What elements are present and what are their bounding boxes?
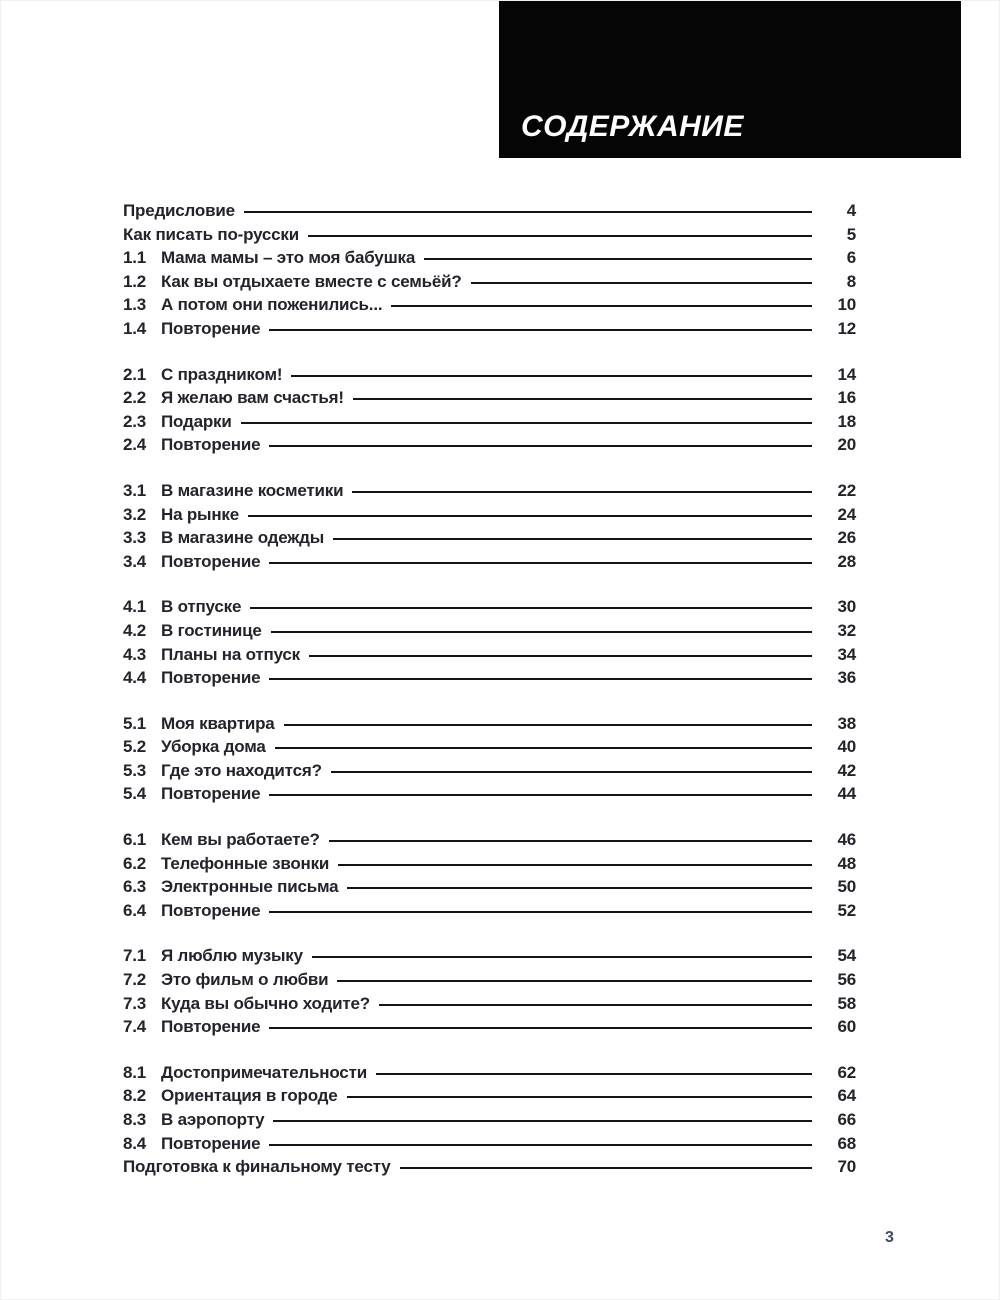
toc-entry-number: 7.2 [123,970,147,990]
toc-group [123,201,856,343]
toc-entry-page: 36 [837,668,856,688]
toc-entry-number: 1.2 [123,271,147,291]
footer-page-number: 3 [885,1229,894,1246]
toc-entry [123,597,856,621]
toc-leader-line [379,1004,812,1006]
toc-entry-page: 28 [837,551,856,571]
toc-entry [123,714,856,738]
toc-entry-page: 58 [837,993,856,1013]
toc-entry-number: 8.2 [123,1086,147,1106]
toc-entry [123,668,856,692]
toc-entry-number: 6.4 [123,900,147,920]
toc-leader-line [269,329,812,331]
toc-entry-title: Предисловие [123,201,235,220]
toc-entry-page: 5 [846,224,856,244]
toc-entry-title: Кем вы работаете? [161,830,320,850]
toc-entry-title: Где это находится? [161,760,322,780]
toc-entry-title: Повторение [161,435,261,455]
toc-leader-line [309,655,812,657]
toc-entry [123,1110,856,1134]
toc-leader-line [391,305,812,307]
toc-entry-title: Моя квартира [161,713,275,733]
toc-entry [123,761,856,785]
toc-entry [123,645,856,669]
toc-entry-number: 8.3 [123,1110,147,1129]
toc-entry-number: 5.2 [123,737,147,757]
toc-entry [123,877,856,901]
toc-entry-page: 32 [837,620,856,640]
toc-entry [123,1086,856,1110]
toc-entry-number: 2.4 [123,435,147,455]
toc-entry [123,365,856,389]
toc-entry-number: 4.1 [123,597,147,617]
toc-entry-number: 1.1 [123,248,147,268]
toc-entry [123,1157,856,1181]
toc-leader-line [269,911,812,913]
toc-entry [123,946,856,970]
toc-entry [123,505,856,529]
toc-entry-page: 10 [837,295,856,315]
toc-leader-line [269,794,812,796]
toc-entry-page: 68 [837,1133,856,1153]
toc-entry-title: Повторение [161,1017,261,1037]
toc-entry-title: Электронные письма [161,877,339,897]
toc-entry-title: Уборка дома [161,737,266,757]
toc-entry-title: Повторение [161,1133,261,1153]
toc-leader-line [241,422,812,424]
toc-entry [123,737,856,761]
toc-entry [123,248,856,272]
toc-entry [123,412,856,436]
toc-entry-number: 5.3 [123,760,147,780]
table-of-contents [123,201,856,1181]
toc-entry-page: 50 [837,877,856,897]
toc-leader-line [347,887,812,889]
toc-entry [123,388,856,412]
toc-entry-number: 6.1 [123,830,147,850]
toc-leader-line [271,631,812,633]
toc-leader-line [329,840,812,842]
toc-entry-number: 4.3 [123,644,147,664]
toc-entry-number: 3.4 [123,551,147,571]
toc-entry-title: В гостинице [161,620,262,640]
toc-entry-title: В аэропорту [161,1110,265,1129]
toc-leader-line [471,282,812,284]
toc-leader-line [269,678,812,680]
toc-entry-page: 6 [846,248,856,268]
toc-entry-title: В магазине косметики [161,480,344,500]
toc-group [123,830,856,924]
toc-entry-title: Это фильм о любви [161,970,329,990]
toc-entry-number: 2.2 [123,388,147,408]
toc-entry-page: 40 [837,737,856,757]
toc-entry-title: А потом они поженились... [161,295,383,315]
toc-leader-line [424,258,812,260]
toc-entry-title: В магазине одежды [161,528,325,548]
toc-entry-page: 48 [837,853,856,873]
toc-entry-page: 44 [837,784,856,804]
toc-entry-page: 70 [837,1157,856,1177]
toc-leader-line [308,235,812,237]
toc-leader-line [376,1073,812,1075]
toc-entry [123,901,856,925]
toc-entry [123,435,856,459]
toc-entry-number: 2.1 [123,364,147,384]
toc-entry [123,1017,856,1041]
toc-entry-page: 4 [846,201,856,220]
toc-entry [123,272,856,296]
toc-group [123,481,856,575]
toc-entry-page: 64 [837,1086,856,1106]
toc-entry [123,528,856,552]
toc-leader-line [353,398,812,400]
toc-entry-title: Куда вы обычно ходите? [161,993,370,1013]
toc-leader-line [273,1120,812,1122]
toc-entry [123,970,856,994]
toc-entry-title: Подарки [161,411,232,431]
toc-entry-page: 18 [837,411,856,431]
toc-entry-number: 1.4 [123,318,147,338]
toc-entry-page: 66 [837,1110,856,1129]
toc-entry-title: Повторение [161,318,261,338]
toc-entry-page: 12 [837,318,856,338]
toc-entry-number: 2.3 [123,411,147,431]
page-title: СОДЕРЖАНИЕ [521,110,744,143]
toc-entry-number: 5.4 [123,784,147,804]
toc-entry [123,552,856,576]
toc-leader-line [338,864,812,866]
toc-entry-page: 16 [837,388,856,408]
toc-entry-title: Планы на отпуск [161,644,300,664]
toc-entry-page: 56 [837,970,856,990]
toc-entry-number: 5.1 [123,713,147,733]
header-banner [499,1,961,158]
toc-leader-line [284,724,812,726]
toc-leader-line [250,607,812,609]
toc-entry-number: 4.2 [123,620,147,640]
toc-entry [123,225,856,249]
toc-entry-title: С праздником! [161,364,283,384]
toc-entry-title: Подготовка к финальному тесту [123,1157,391,1177]
toc-entry [123,1063,856,1087]
toc-entry-title: Как вы отдыхаете вместе с семьёй? [161,271,462,291]
toc-entry-page: 24 [837,504,856,524]
toc-leader-line [337,980,812,982]
toc-entry [123,1134,856,1158]
toc-leader-line [244,211,812,213]
toc-entry-title: Повторение [161,900,261,920]
toc-entry [123,201,856,225]
toc-entry-page: 26 [837,528,856,548]
toc-entry-number: 3.2 [123,504,147,524]
toc-leader-line [269,562,812,564]
toc-leader-line [333,538,812,540]
toc-entry [123,994,856,1018]
toc-leader-line [269,1027,812,1029]
toc-entry [123,621,856,645]
toc-entry [123,295,856,319]
toc-entry [123,784,856,808]
toc-entry-title: Достопримечательности [161,1062,367,1082]
toc-entry-number: 8.4 [123,1133,147,1153]
toc-entry-number: 4.4 [123,668,147,688]
toc-group [123,365,856,459]
toc-group [123,714,856,808]
toc-leader-line [347,1096,812,1098]
toc-entry-title: Телефонные звонки [161,853,330,873]
toc-leader-line [248,515,812,517]
toc-entry-title: Как писать по-русски [123,224,299,244]
toc-entry-page: 52 [837,900,856,920]
toc-entry-title: Я желаю вам счастья! [161,388,344,408]
toc-entry-title: В отпуске [161,597,242,617]
toc-entry-page: 62 [837,1062,856,1082]
toc-entry-number: 7.4 [123,1017,147,1037]
toc-group [123,597,856,691]
toc-entry-page: 14 [837,364,856,384]
toc-group [123,1063,856,1181]
toc-group [123,946,856,1040]
toc-entry-title: Повторение [161,668,261,688]
toc-leader-line [291,375,812,377]
toc-entry-number: 6.2 [123,853,147,873]
toc-entry-title: Мама мамы – это моя бабушка [161,248,416,268]
toc-entry [123,830,856,854]
toc-entry-title: Повторение [161,551,261,571]
toc-entry-page: 60 [837,1017,856,1037]
toc-entry-page: 42 [837,760,856,780]
toc-entry-number: 1.3 [123,295,147,315]
toc-entry [123,319,856,343]
toc-entry-title: На рынке [161,504,239,524]
toc-entry-number: 7.1 [123,946,147,966]
toc-leader-line [275,747,812,749]
toc-entry-page: 38 [837,713,856,733]
toc-leader-line [269,445,812,447]
toc-entry-page: 34 [837,644,856,664]
toc-entry-page: 22 [837,480,856,500]
toc-entry-number: 3.1 [123,480,147,500]
toc-leader-line [269,1144,812,1146]
toc-entry-number: 8.1 [123,1062,147,1082]
toc-entry-title: Я люблю музыку [161,946,303,966]
toc-entry-page: 8 [846,271,856,291]
toc-leader-line [331,771,812,773]
toc-entry [123,481,856,505]
toc-entry-number: 3.3 [123,528,147,548]
toc-leader-line [400,1167,812,1169]
toc-entry-page: 20 [837,435,856,455]
toc-entry-page: 30 [837,597,856,617]
toc-leader-line [352,491,812,493]
toc-entry-page: 54 [837,946,856,966]
toc-entry-number: 6.3 [123,877,147,897]
toc-entry-page: 46 [837,830,856,850]
toc-leader-line [312,956,812,958]
toc-entry-title: Повторение [161,784,261,804]
toc-entry [123,854,856,878]
toc-entry-title: Ориентация в городе [161,1086,338,1106]
toc-entry-number: 7.3 [123,993,147,1013]
